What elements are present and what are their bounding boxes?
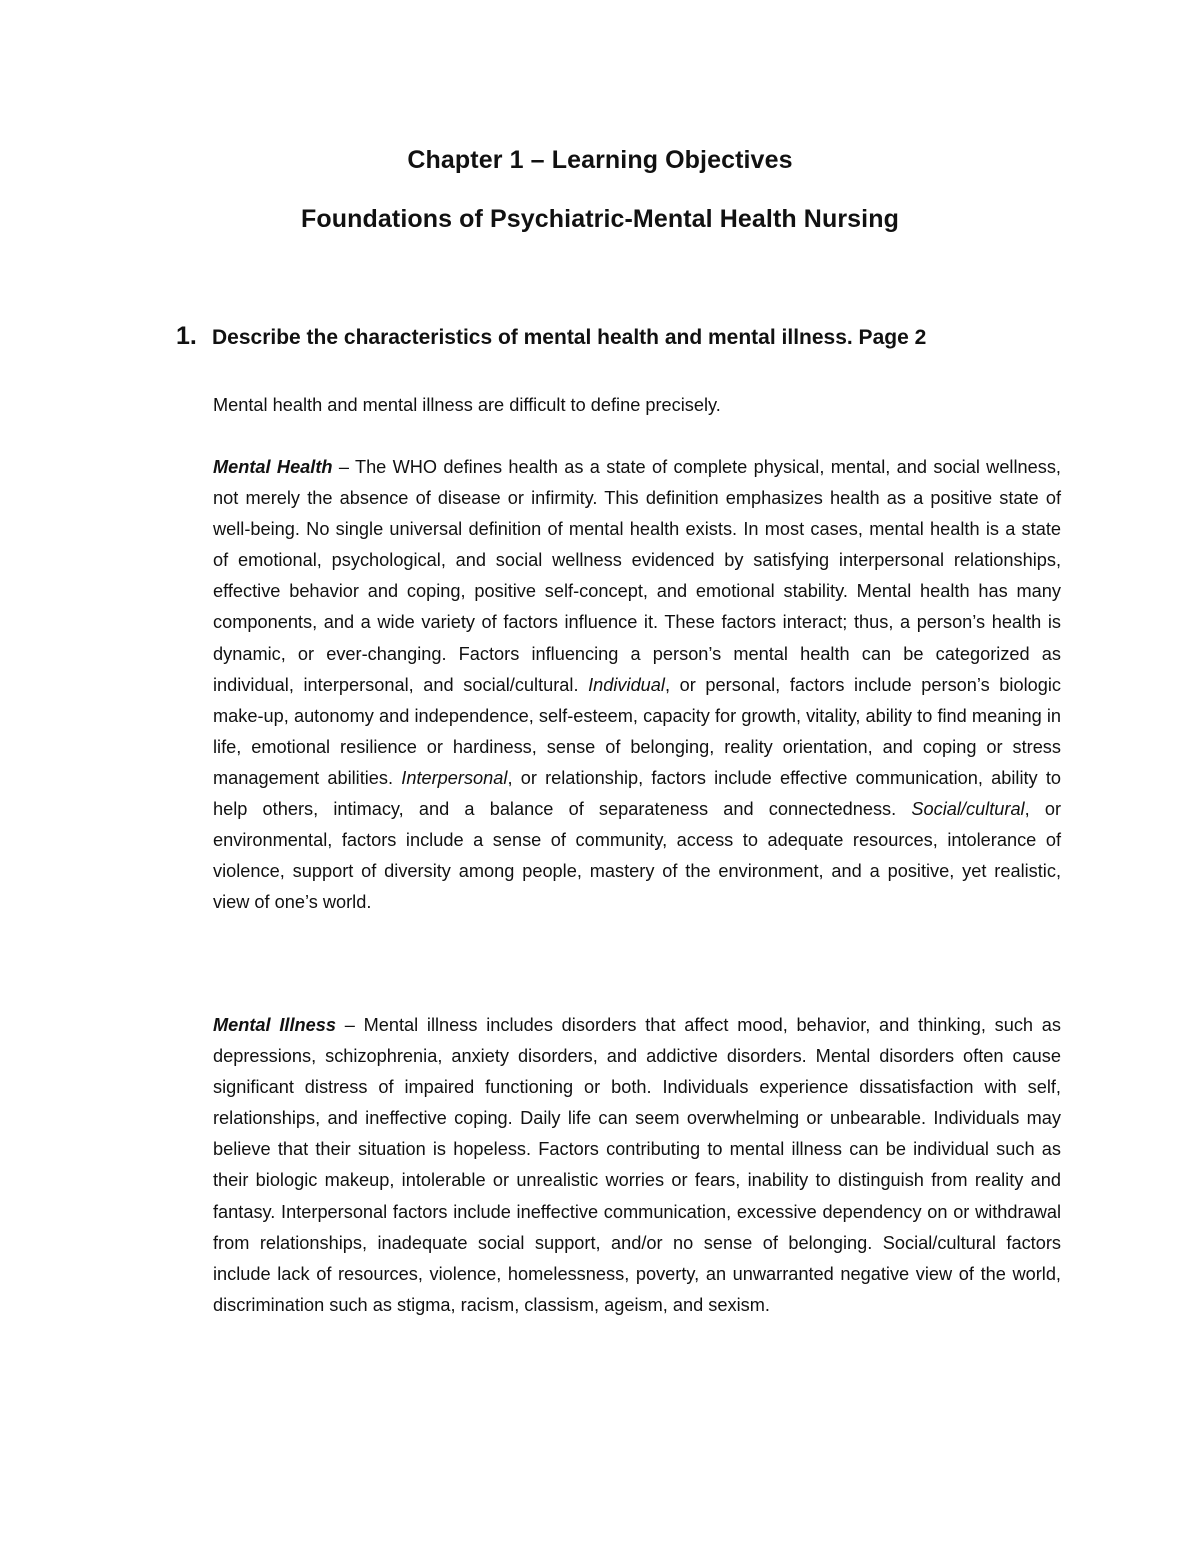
interpersonal-term: Interpersonal <box>401 767 508 788</box>
mental-health-text-b: , or personal, factors include person’s biologic make-up, autonomy and independence, self-esteem, capacity for growth, vitality, ability to find meaning in life, emotional resilience or hardiness, sense of belonging, reality orientation, and coping or stress management abilities. <box>213 674 1061 788</box>
mental-illness-paragraph <box>213 1010 1061 1321</box>
mental-illness-text: – Mental illness includes disorders that affect mood, behavior, and thinking, such as depressions, schizophrenia, anxiety disorders, and addictive disorders. Mental disorders often cause significant distress of impaired functioning or both. Individuals experience dissatisfaction with self, relationships, and ineffective coping. Daily life can seem overwhelming or unbearable. Individuals may believe that their situation is hopeless. Factors contributing to mental illness can be individual such as their biologic makeup, intolerable or unrealistic worries or fears, inability to distinguish from reality and fantasy. Interpersonal factors include ineffective communication, excessive dependency on or withdrawal from relationships, inadequate social support, and/or no sense of belonging. Social/cultural factors include lack of resources, violence, homelessness, poverty, an unwarranted negative view of the world, discrimination such as stigma, racism, classism, ageism, and sexism. <box>213 1015 1061 1315</box>
learning-objective-heading <box>176 322 1076 351</box>
mental-health-text-d: , or environmental, factors include a sense of community, access to adequate resources, intolerance of violence, support of diversity among people, mastery of the environment, and a positive, yet realistic, view of one’s world. <box>213 799 1062 913</box>
mental-health-term: Mental Health <box>213 457 333 477</box>
mental-illness-term: Mental Illness <box>213 1015 336 1035</box>
course-title: Foundations of Psychiatric-Mental Health Nursing <box>301 205 899 233</box>
individual-term: Individual <box>588 674 665 695</box>
mental-health-text-a: – The WHO defines health as a state of complete physical, mental, and social wellness, not merely the absence of disease or infirmity. This definition emphasizes health as a positive state of well-being. No single universal definition of mental health exists. In most cases, mental health is a state of emotional, psychological, and social wellness evidenced by satisfying interpersonal relationships, effective behavior and coping, positive self-concept, and emotional stability. Mental health has many components, and a wide variety of factors influence it. These factors interact; thus, a person’s health is dynamic, or ever-changing. Factors influencing a person’s mental health can be categorized as individual, interpersonal, and social/cultural. <box>213 457 1061 695</box>
intro-paragraph: Mental health and mental illness are difficult to define precisely. <box>213 395 721 415</box>
mental-health-text-c: , or relationship, factors include effective communication, ability to help others, intimacy, and a balance of separateness and connectedness. <box>213 767 1061 820</box>
objective-number: 1. <box>176 322 197 350</box>
mental-health-paragraph <box>213 452 1061 918</box>
social-cultural-term: Social/cultural <box>911 799 1025 820</box>
chapter-title: Chapter 1 – Learning Objectives <box>407 146 793 174</box>
objective-text: Describe the characteristics of mental health and mental illness. Page 2 <box>212 326 927 349</box>
